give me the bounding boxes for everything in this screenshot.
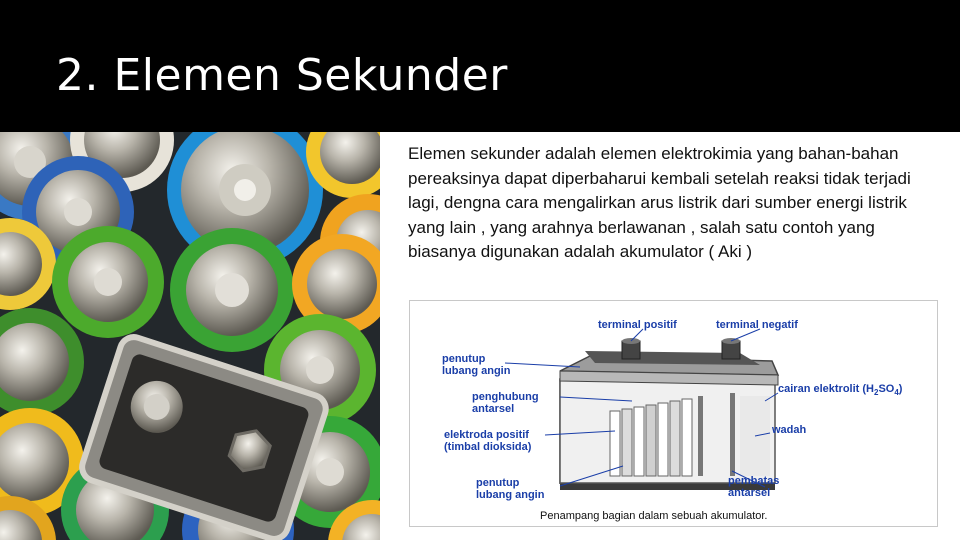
label-wadah: wadah (772, 424, 807, 436)
label-penutup-atas: penutup lubang angin (442, 353, 511, 377)
label-terminal-positif: terminal positif (598, 319, 677, 331)
cairan-sub-4: 4 (894, 388, 899, 398)
label-penghubung: penghubung antarsel (472, 391, 539, 415)
cairan-suffix: ) (898, 383, 903, 395)
cairan-sub-2: 2 (873, 388, 879, 398)
label-pembatas: pembatas antarsel (728, 475, 780, 499)
diagram-caption: Penampang bagian dalam sebuah akumulator. (540, 510, 768, 522)
accumulator-diagram (409, 300, 938, 527)
label-cairan-elektrolit (778, 383, 902, 399)
body-paragraph: Elemen sekunder adalah elemen elektrokimia yang bahan-bahan pereaksinya dapat diperbaharui kembali setelah reaksi tidak terjadi lagi, dengna cara mengalirkan arus listrik dari sumber energi listrik yang lain , yang arahnya berlawanan , salah satu contoh yang biasanya digunakan adalah akumulator ( Aki ) (408, 144, 911, 261)
slide-title: 2. Elemen Sekunder (56, 50, 508, 101)
cairan-prefix: cairan elektrolit (H (778, 383, 874, 395)
batteries-photo (0, 132, 380, 540)
label-terminal-negatif: terminal negatif (716, 319, 798, 331)
label-penutup-bawah: penutup lubang angin (476, 477, 545, 501)
cairan-mid: SO (878, 383, 895, 395)
label-elektroda: elektroda positif (timbal dioksida) (444, 429, 532, 453)
